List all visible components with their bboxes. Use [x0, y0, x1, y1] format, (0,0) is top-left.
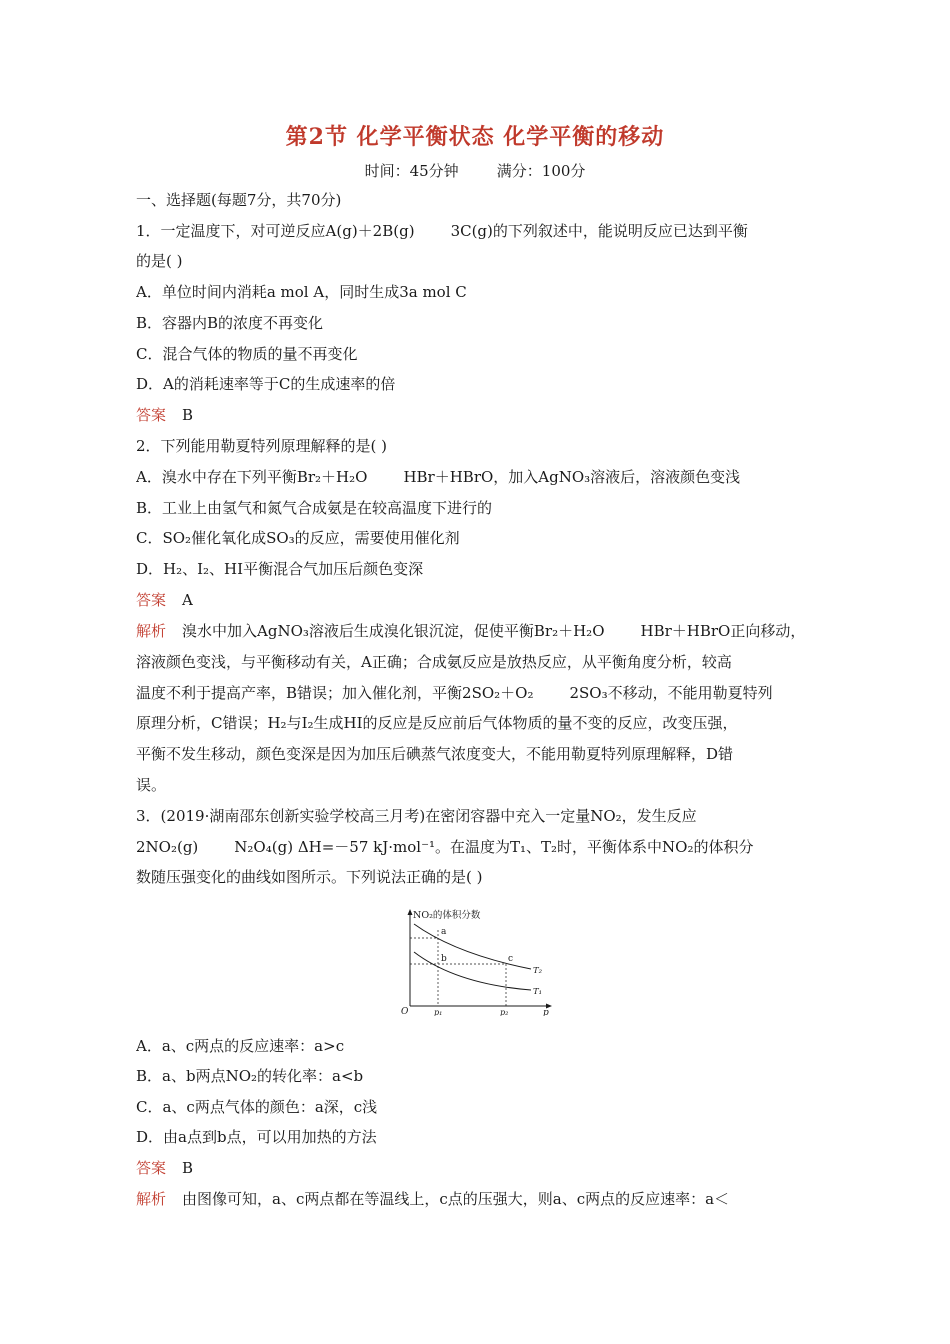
q3-option-a: A．a、c两点的反应速率：a>c: [136, 1037, 345, 1055]
curve-t1-label: T₁: [533, 987, 543, 997]
section-heading: 一、选择题(每题7分，共70分): [136, 191, 342, 209]
analysis-label: 解析: [136, 622, 167, 640]
q3-stem-line2: 2NO₂(g) N₂O₄(g) ΔH=－57 kJ·mol⁻¹。在温度为T₁、T₂时，平衡体系中NO₂的体积分: [136, 838, 754, 856]
q2-analysis-line4: 原理分析，C错误；H₂与I₂生成HI的反应是反应前后气体物质的量不变的反应，改变压强，: [136, 714, 738, 732]
q3-option-c: C．a、c两点气体的颜色：a深，c浅: [136, 1098, 378, 1116]
q1-answer: 答案 B: [136, 406, 194, 424]
q1-option-d: D．A的消耗速率等于C的生成速率的倍: [136, 375, 396, 393]
curve-t2: [414, 924, 531, 969]
analysis-label: 解析: [136, 1190, 167, 1208]
q2-option-b: B．工业上由氢气和氮气合成氨是在较高温度下进行的: [136, 499, 493, 517]
q2-analysis-line1: 解析 溴水中加入AgNO₃溶液后生成溴化银沉淀，促使平衡Br₂＋H₂O HBr＋HBrO正向移动，: [136, 622, 806, 640]
q2-analysis-line3: 温度不利于提高产率，B错误；加入催化剂，平衡2SO₂＋O₂ 2SO₃不移动，不能用勒夏特列: [136, 684, 773, 702]
q2-option-a: A．溴水中存在下列平衡Br₂＋H₂O HBr＋HBrO，加入AgNO₃溶液后，溶液颜色变浅: [136, 468, 741, 486]
q2-analysis-line6: 误。: [136, 776, 167, 794]
tick-p2: p₂: [500, 1008, 509, 1016]
tick-p1: p₁: [434, 1008, 443, 1016]
answer-label: 答案: [136, 591, 167, 609]
q3-answer: 答案 B: [136, 1159, 194, 1177]
q3-analysis-line1: 解析 由图像可知，a、c两点都在等温线上，c点的压强大，则a、c两点的反应速率：a＜: [136, 1190, 730, 1208]
curve-t2-label: T₂: [533, 966, 543, 976]
answer-label: 答案: [136, 1159, 167, 1177]
q2-option-c: C．SO₂催化氧化成SO₃的反应，需要使用催化剂: [136, 529, 460, 547]
q3-option-b: B．a、b两点NO₂的转化率：a<b: [136, 1067, 364, 1085]
q1-stem-line2: 的是( ): [136, 252, 183, 270]
y-axis-label: NO₂的体积分数: [413, 910, 481, 921]
q2-analysis-line5: 平衡不发生移动，颜色变深是因为加压后碘蒸气浓度变大，不能用勒夏特列原理解释，D错: [136, 745, 734, 763]
q2-stem: 2．下列能用勒夏特列原理解释的是( ): [136, 437, 388, 455]
curve-t1: [414, 952, 531, 990]
q1-option-a: A．单位时间内消耗a mol A，同时生成3a mol C: [136, 283, 467, 301]
x-axis-label: p: [543, 1008, 549, 1016]
q2-option-d: D．H₂、I₂、HI平衡混合气加压后颜色变深: [136, 560, 424, 578]
q1-option-c: C．混合气体的物质的量不再变化: [136, 345, 358, 363]
q2-answer: 答案 A: [136, 591, 193, 609]
q2-analysis-line2: 溶液颜色变浅，与平衡移动有关，A正确；合成氨反应是放热反应，从平衡角度分析，较高: [136, 653, 732, 671]
q1-option-b: B．容器内B的浓度不再变化: [136, 314, 324, 332]
y-axis-arrow: [408, 909, 413, 915]
q3-stem-line1: 3．(2019·湖南邵东创新实验学校高三月考)在密闭容器中充入一定量NO₂，发生反应: [136, 807, 697, 825]
point-b-label: b: [441, 954, 447, 964]
point-c-label: c: [508, 954, 514, 964]
q1-stem-line1: 1．一定温度下，对可逆反应A(g)＋2B(g) 3C(g)的下列叙述中，能说明反应已达到平衡: [136, 222, 748, 240]
page-title: 第2节 化学平衡状态 化学平衡的移动: [285, 124, 665, 150]
q3-stem-line3: 数随压强变化的曲线如图所示。下列说法正确的是( ): [136, 868, 483, 886]
origin-label: O: [401, 1007, 409, 1016]
time-score-line: 时间：45分钟 满分：100分: [364, 162, 586, 180]
point-a-label: a: [441, 927, 447, 937]
q3-option-d: D．由a点到b点，可以用加热的方法: [136, 1128, 377, 1146]
no2-pressure-figure: [396, 906, 556, 1016]
answer-label: 答案: [136, 406, 167, 424]
